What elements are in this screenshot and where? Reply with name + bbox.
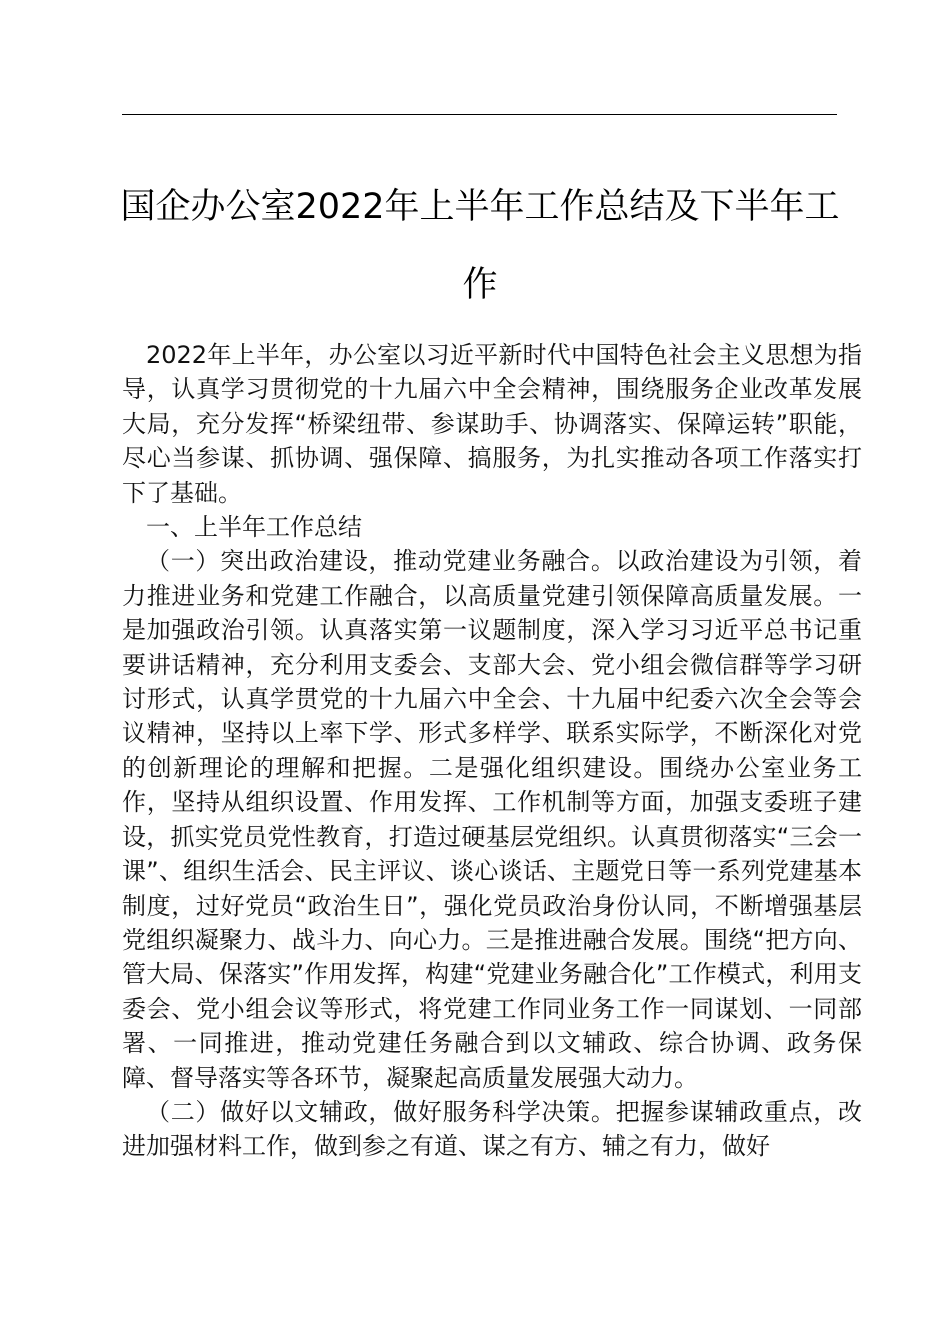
document-title: 国企办公室2022年上半年工作总结及下半年工作 (120, 187, 840, 305)
section-heading: 一、上半年工作总结 (146, 513, 362, 542)
intro-paragraph: 2022年上半年，办公室以习近平新时代中国特色社会主义思想为指导，认真学习贯彻党的十九届六中全会精神，围绕服务企业改革发展大局，充分发挥“桥梁纽带、参谋助手、协调落实、保障运转”职能，尽心当参谋、抓协调、强保障、搞服务，为扎实推动各项工作落实打下了基础。 (122, 341, 862, 507)
document-body (122, 338, 862, 1164)
body-paragraph: （二）做好以文辅政，做好服务科学决策。把握参谋辅政重点，改进加强材料工作，做到参之有道、谋之有方、辅之有力，做好 (122, 1097, 862, 1161)
header-rule (122, 114, 837, 115)
body-paragraph: （一）突出政治建设，推动党建业务融合。以政治建设为引领，着力推进业务和党建工作融合，以高质量党建引领保障高质量发展。一是加强政治引领。认真落实第一议题制度，深入学习习近平总书记重要讲话精神，充分利用支委会、支部大会、党小组会微信群等学习研讨形式，认真学贯党的十九届六中全会、十九届中纪委六次全会等会议精神，坚持以上率下学、形式多样学、联系实际学，不断深化对党的创新理论的理解和把握。二是强化组织建设。围绕办公室业务工作，坚持从组织设置、作用发挥、工作机制等方面，加强支委班子建设，抓实党员党性教育，打造过硬基层党组织。认真贯彻落实“三会一课”、组织生活会、民主评议、谈心谈话、主题党日等一系列党建基本制度，过好党员“政治生日”，强化党员政治身份认同，不断增强基层党组织凝聚力、战斗力、向心力。三是推进融合发展。围绕“把方向、管大局、保落实”作用发挥，构建“党建业务融合化”工作模式，利用支委会、党小组会议等形式，将党建工作同业务工作一同谋划、一同部署、一同推进，推动党建任务融合到以文辅政、综合协调、政务保障、督导落实等各环节，凝聚起高质量发展强大动力。 (122, 547, 862, 1092)
